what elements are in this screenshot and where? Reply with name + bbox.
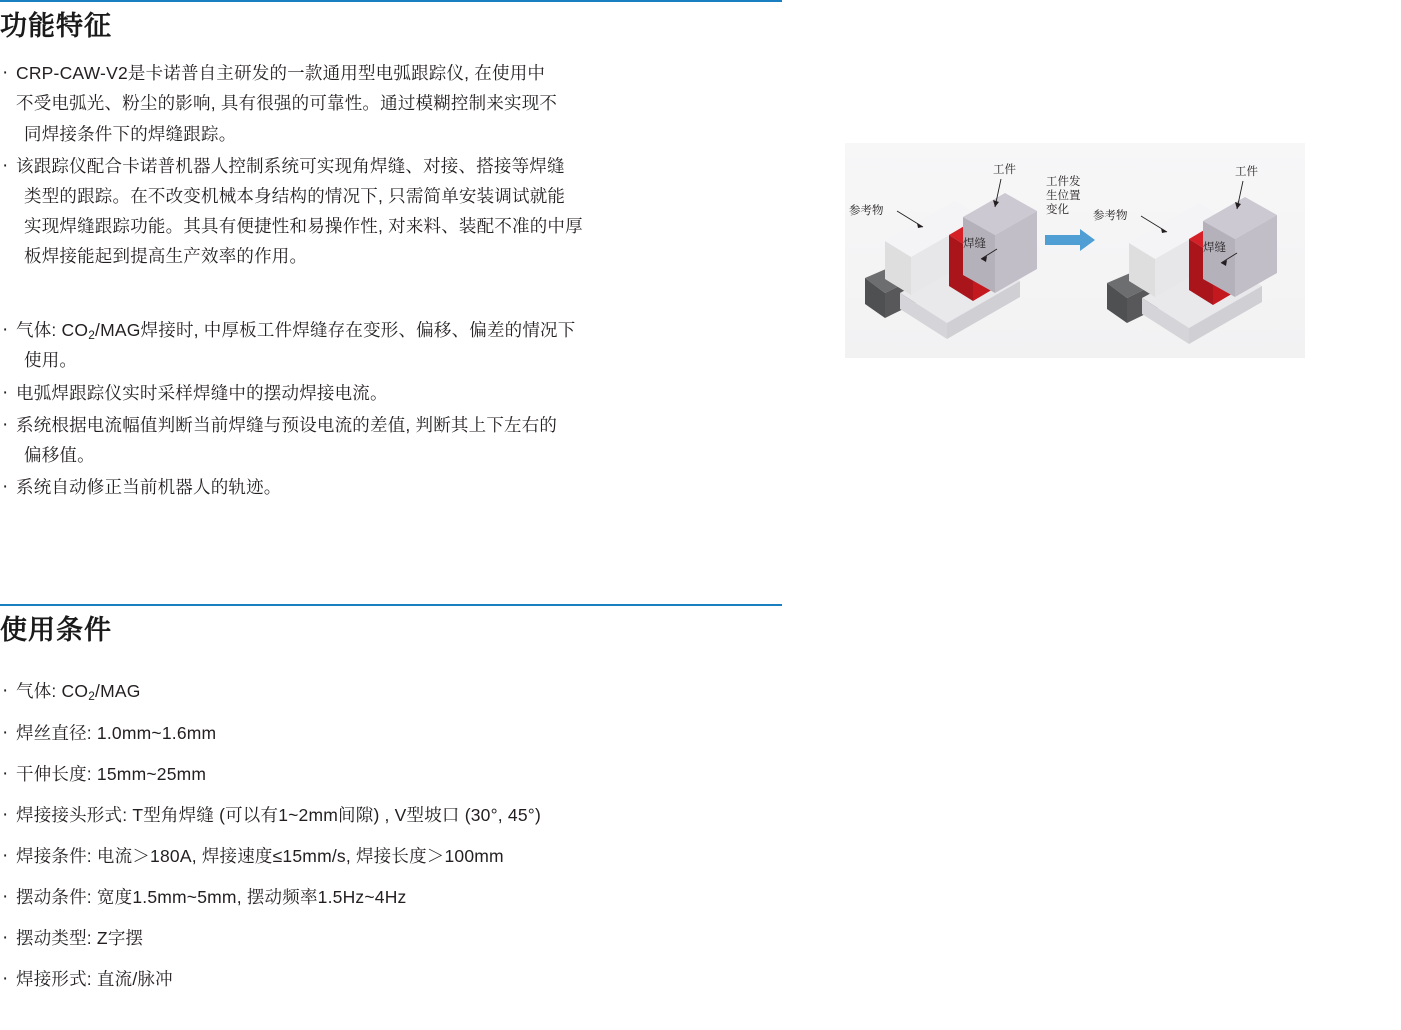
list-item: · 系统自动修正当前机器人的轨迹。 [0, 472, 656, 502]
list-item: · 气体: $CO_2$/MAG [0, 676, 782, 706]
left-assembly [849, 162, 1037, 339]
label-center-note-line2: 生位置 [1046, 190, 1081, 202]
label-center-note-line3: 变化 [1046, 204, 1069, 216]
list-item: · 干伸长度: 15mm~25mm [0, 759, 782, 789]
section-divider-bottom [0, 604, 782, 606]
list-item: · 焊接形式: 直流/脉冲 [0, 964, 782, 994]
list-item: · 摆动条件: 宽度1.5mm~5mm, 摆动频率1.5Hz~4Hz [0, 882, 782, 912]
transition-arrow-group [1045, 174, 1095, 251]
label-reference-left: 参考物 [849, 205, 884, 217]
label-weld-seam-left: 焊缝 [963, 238, 986, 250]
list-item: · 气体: $CO_2$/MAG焊接时, 中厚板工件焊缝存在变形、偏移、偏差的情况下 使用。 [0, 315, 656, 376]
list-item: · 该跟踪仪配合卡诺普机器人控制系统可实现角焊缝、对接、搭接等焊缝 类型的跟踪。在不改变机械本身结构的情况下, 只需简单安装调试就能 实现焊缝跟踪功能。其具有便捷性和易操作性, 对来料、装配不准的中厚 板焊接能起到提高生产效率的作用。 [0, 151, 656, 271]
weld-seam-tracking-diagram [845, 143, 1305, 358]
label-reference-right: 参考物 [1093, 210, 1128, 222]
subscript-two: 2 [88, 689, 96, 704]
list-item: · CRP-CAW-V2是卡诺普自主研发的一款通用型电弧跟踪仪, 在使用中 不受电弧光、粉尘的影响, 具有很强的可靠性。通过模糊控制来实现不 同焊接条件下的焊缝跟踪。 [0, 58, 656, 148]
diagram-svg [845, 143, 1305, 358]
gas-label: 气体: CO [16, 320, 89, 341]
list-item: · 焊接条件: 电流＞180A, 焊接速度≤15mm/s, 焊接长度＞100mm [0, 841, 782, 871]
label-workpiece-right: 工件 [1235, 166, 1258, 178]
list-item: · 焊接接头形式: T型角焊缝 (可以有1~2mm间隙) , V型坡口 (30°, 45°) [0, 800, 782, 830]
right-assembly [1093, 164, 1277, 344]
section-title-conditions: 使用条件 [0, 615, 112, 645]
paragraph-spacer [0, 273, 782, 299]
conditions-section [0, 604, 782, 1005]
list-item: · 系统根据电流幅值判断当前焊缝与预设电流的差值, 判断其上下左右的 偏移值。 [0, 410, 656, 470]
label-workpiece-left: 工件 [993, 164, 1016, 176]
page-title: 功能特征 [0, 11, 112, 41]
features-bullet-list [0, 58, 782, 271]
subscript-two: 2 [88, 328, 96, 343]
features-body [0, 58, 782, 502]
list-item: · 摆动类型: Z字摆 [0, 923, 782, 953]
right-arrow-icon [1045, 229, 1095, 251]
section-divider-top [0, 0, 782, 2]
list-item: · 电弧焊跟踪仪实时采样焊缝中的摆动焊接电流。 [0, 378, 656, 408]
conditions-bullet-list [0, 676, 782, 994]
features-section [0, 0, 782, 504]
label-center-note-line1: 工件发 [1046, 176, 1081, 188]
features-bullet-list-2 [0, 315, 782, 502]
label-weld-seam-right: 焊缝 [1203, 242, 1226, 254]
list-item: · 焊丝直径: 1.0mm~1.6mm [0, 718, 782, 748]
